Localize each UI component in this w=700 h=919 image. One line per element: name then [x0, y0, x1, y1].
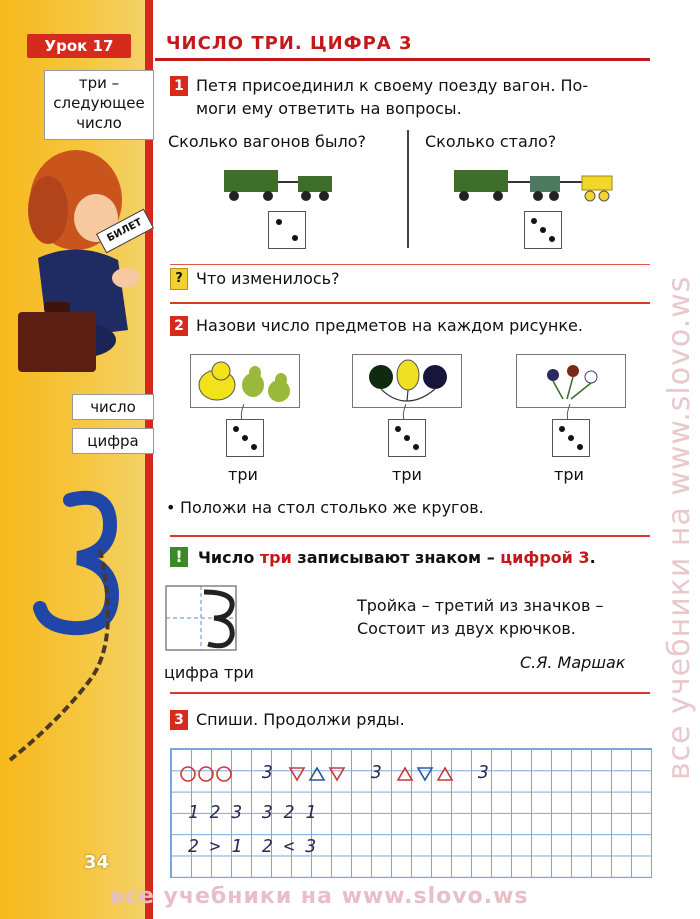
page-title: ЧИСЛО ТРИ. ЦИФРА 3	[166, 33, 413, 54]
row3-greater: 2 > 1	[188, 836, 243, 857]
question-mark-icon: ?	[170, 268, 188, 290]
rule-digit-box	[170, 535, 650, 537]
caption-flowers: три	[554, 465, 584, 484]
rule-statement: Число три записывают знаком – цифрой 3.	[198, 548, 596, 567]
train-after	[452, 166, 616, 202]
side-label-digit: цифра	[72, 428, 154, 454]
task-1-text-line1: Петя присоединил к своему поезду вагон. По-	[196, 76, 589, 95]
dice-flowers	[552, 419, 590, 457]
rule-what-changed	[170, 264, 650, 265]
hook-chain-illustration	[0, 480, 150, 780]
task-1-text-line2: моги ему ответить на вопросы.	[196, 99, 462, 118]
side-note-next-number: три – следующее число	[44, 70, 154, 140]
caption-balloons: три	[392, 465, 422, 484]
train-before	[222, 166, 336, 202]
dice-balloons	[388, 419, 426, 457]
digit-three-model	[164, 584, 240, 654]
question-after: Сколько стало?	[425, 132, 557, 151]
digit-caption: цифра три	[164, 663, 254, 682]
triangles-row-2	[396, 766, 456, 782]
row1-three-a: 3	[262, 762, 273, 783]
watermark-vertical: все учебники на www.slovo.ws	[662, 275, 697, 780]
dice-two	[268, 211, 306, 249]
row1-three-c: 3	[478, 762, 489, 783]
lesson-label: Урок 17	[27, 34, 131, 58]
exclamation-icon: !	[170, 547, 188, 567]
boy-illustration	[8, 140, 158, 380]
poem-line-1: Тройка – третий из значков –	[357, 596, 604, 615]
task-3-text: Спиши. Продолжи ряды.	[196, 710, 405, 729]
flowers-picture	[516, 354, 626, 408]
question-before: Сколько вагонов было?	[168, 132, 367, 151]
task-1-divider	[407, 130, 409, 248]
dice-pears	[226, 419, 264, 457]
task-2-number: 2	[170, 316, 188, 336]
triangles-row-1	[288, 766, 348, 782]
row1-three-b: 3	[371, 762, 382, 783]
side-label-number: число	[72, 394, 154, 420]
row2-ascending: 1 2 3	[188, 802, 243, 823]
row3-less: 2 < 3	[262, 836, 317, 857]
poem-line-2: Состоит из двух крючков.	[357, 619, 576, 638]
ticket: БИЛЕТ	[96, 209, 154, 254]
task-2-bullet: Положи на стол столько же кругов.	[180, 498, 484, 517]
task-2-text: Назови число предметов на каждом рисунке.	[196, 316, 583, 335]
watermark-bottom: все учебники на www.slovo.ws	[110, 884, 529, 909]
balloons-picture	[352, 354, 462, 408]
rule-task-3	[170, 692, 650, 694]
task-1-number: 1	[170, 76, 188, 96]
pears-picture	[190, 354, 300, 408]
rule-task-2	[170, 302, 650, 304]
title-rule	[155, 58, 650, 61]
dice-three	[524, 211, 562, 249]
row2-descending: 3 2 1	[262, 802, 317, 823]
page-number: 34	[84, 852, 110, 873]
caption-pears: три	[228, 465, 258, 484]
bullet-dot: •	[166, 498, 176, 517]
poem-author: С.Я. Маршак	[520, 653, 626, 672]
task-3-number: 3	[170, 710, 188, 730]
what-changed-text: Что изменилось?	[196, 269, 340, 288]
circles-row	[180, 766, 240, 782]
